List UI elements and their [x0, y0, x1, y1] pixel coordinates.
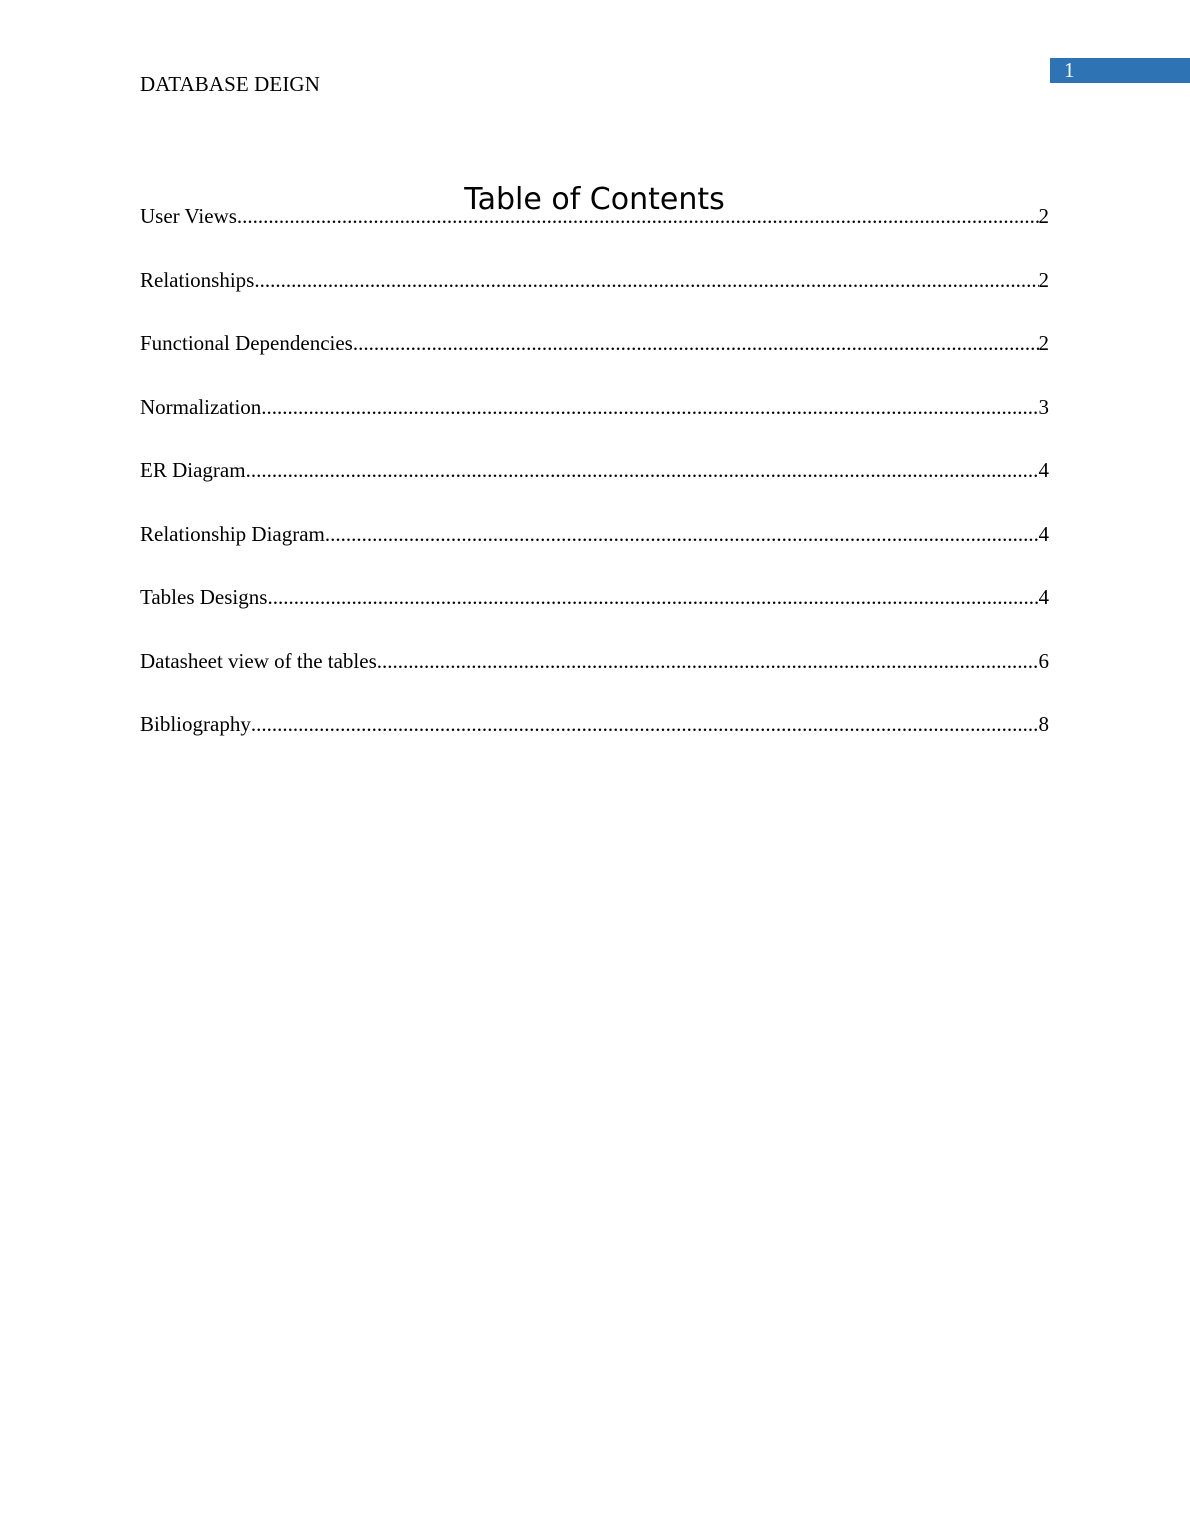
toc-entry-label: Relationships [140, 267, 255, 292]
toc-title: Table of Contents [464, 182, 725, 218]
toc-dot-leader [254, 265, 1038, 295]
toc-dot-leader [267, 582, 1038, 612]
toc-entry-page: 3 [1038, 394, 1049, 419]
toc-dot-leader [251, 709, 1039, 739]
toc-entry-label: Bibliography [140, 712, 251, 736]
toc-dot-leader [325, 519, 1039, 549]
toc-entry-page: 4 [1038, 521, 1049, 546]
toc-entry-label: User Views [140, 204, 237, 228]
toc-entry-functional-dependencies[interactable] [140, 328, 1049, 392]
toc-entry-relationship-diagram[interactable] [140, 519, 1049, 583]
toc-entry-label: Relationship Diagram [140, 521, 325, 546]
toc-entry-label: Normalization [140, 394, 262, 419]
toc-dot-leader [261, 392, 1038, 422]
page-number: 1 [1064, 58, 1075, 82]
toc-entry-bibliography[interactable] [140, 709, 1049, 773]
toc-entry-page: 4 [1038, 585, 1049, 609]
toc-entry-relationships[interactable] [140, 265, 1049, 329]
toc-entry-normalization[interactable] [140, 392, 1049, 456]
toc-list [140, 201, 1049, 773]
page-number-band [1050, 58, 1190, 83]
toc-entry-user-views[interactable] [140, 201, 1049, 265]
toc-entry-label: Functional Dependencies [140, 331, 353, 355]
toc-entry-page: 2 [1038, 331, 1049, 355]
toc-entry-label: Datasheet view of the tables [140, 648, 377, 673]
toc-entry-label: Tables Designs [140, 585, 268, 609]
toc-entry-er-diagram[interactable] [140, 455, 1049, 519]
toc-dot-leader [377, 646, 1039, 676]
toc-dot-leader [237, 201, 1039, 231]
toc-entry-page: 4 [1038, 458, 1049, 482]
toc-entry-label: ER Diagram [140, 458, 246, 482]
toc-dot-leader [353, 328, 1039, 358]
toc-entry-page: 2 [1038, 204, 1049, 228]
toc-entry-page: 8 [1038, 712, 1049, 736]
toc-entry-datasheet-view[interactable] [140, 646, 1049, 710]
toc-entry-page: 6 [1038, 648, 1049, 673]
toc-entry-tables-designs[interactable] [140, 582, 1049, 646]
toc-entry-page: 2 [1038, 267, 1049, 292]
toc-dot-leader [246, 455, 1039, 485]
running-header: DATABASE DEIGN [140, 72, 320, 96]
